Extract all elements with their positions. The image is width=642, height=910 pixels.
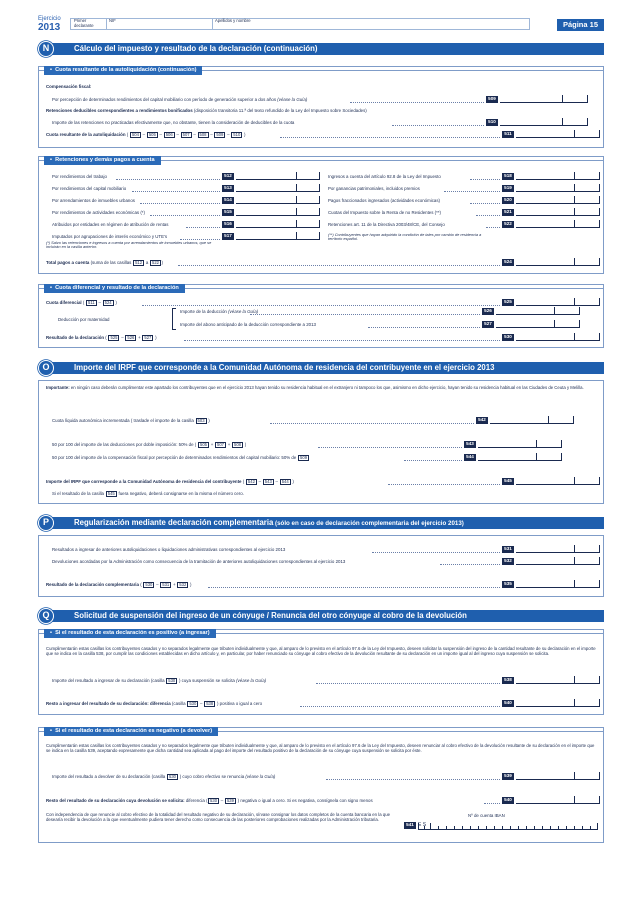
retenciones-bonificados-label: Retenciones deducibles correspondientes a rendimientos bonificados (disposición transitoria 11.ª del texto refundido de la Ley del Impuesto sobre Sociedades) xyxy=(46,108,367,113)
box-513: 513 xyxy=(222,185,234,192)
box-509: 509 xyxy=(486,96,498,103)
field-532[interactable] xyxy=(516,558,600,565)
box-522: 522 xyxy=(502,221,514,228)
cuota-resultante-total: Cuota resultante de la autoliquidación ( 504 – 505 – 506 – 507 – 508 – 509 – 510 ) xyxy=(46,132,246,137)
l543-line: 50 por 100 del importe de las deducciones por doble imposición: 50% de ( 505 + 507 + 508 ) xyxy=(52,442,247,447)
field-530[interactable] xyxy=(516,334,600,341)
q-positivo-para: Cumplimentarán estas casillas los contribuyentes casados y no separados legalmente que tributen individualmente y que, al amparo de lo previsto en el artículo 97.6 de la Ley del Impuesto, deseen solicitar la suspensión del ingreso de la cantidad resultante de su declaración en el importe que se indica en la casilla 538, por cumplir las condiciones establecidas en dicho artículo y, en particular, por haber renunciado su cónyuge al cobro efectivo de la devolución resultante de su declaración en un importe igual al del ingreso cuya suspensión se solicita. xyxy=(46,646,596,657)
importe-devolver-line: Importe del resultado a devolver de su declaración (casilla 530 ) cuyo cobro efectivo se renuncia (véase la Guía) xyxy=(52,774,276,779)
box-526: 526 xyxy=(482,308,494,315)
devoluciones-label: Devoluciones acordadas por la Administración como consecuencia de la tramitación de anteriores autoliquidaciones correspondientes al ejercicio 2013 xyxy=(52,559,346,564)
importe-irpf-line: Importe del IRPF que corresponde a la Comunidad Autónoma de residencia del contribuyente ( 542 – 543 – 544 ) xyxy=(46,479,294,484)
field-524[interactable] xyxy=(516,259,600,266)
section-n-letter: N xyxy=(38,41,54,57)
box-532: 532 xyxy=(502,558,514,565)
note-right: (**) Contribuyentes que hayan adquirido la condición de tales por cambio de residencia a territorio español. xyxy=(328,232,482,242)
box-517: 517 xyxy=(222,233,234,240)
field-513[interactable] xyxy=(236,185,320,192)
ret-arrendamientos-label: Por arrendamientos de inmuebles urbanos xyxy=(52,198,135,203)
box-545: 545 xyxy=(502,478,514,485)
ret-trabajo-label: Por rendimientos del trabajo xyxy=(52,174,107,179)
box-516: 516 xyxy=(222,221,234,228)
box-541: 541 xyxy=(404,822,416,829)
field-520[interactable] xyxy=(516,197,600,204)
field-544[interactable] xyxy=(478,454,562,461)
resto-devolucion-line: Resto del resultado de su declaración cuya devolución se solicita: diferencia ( 530 – 539 ) negativa o igual a cero. Si es negativa, consígnela con signo menos xyxy=(46,798,373,803)
cuota-resultante-title: • Cuota resultante de la autoliquidación (continuación) xyxy=(44,66,202,75)
resto-ingresar-line: Resto a ingresar del resultado de su declaración: diferencia (casilla 530 – 538 ) positiva o igual a cero xyxy=(46,701,263,706)
box-538: 538 xyxy=(502,677,514,684)
ret-imputados-label: Imputados por agrupaciones de interés económico y UTE's xyxy=(52,234,168,239)
iban-prefix: E S xyxy=(418,822,427,828)
iban-label: Nº de cuenta IBAN xyxy=(468,813,505,818)
compensacion-line: Por percepción de determinados rendimientos del capital mobiliario con período de generación superior a dos años (véase la Guía) xyxy=(52,97,308,102)
box-531: 531 xyxy=(502,546,514,553)
note-left: (*) Salvo las retenciones e ingresos a cuenta por arrendamientos de inmuebles urbanos, que se incluirán en la casilla anterior. xyxy=(46,240,212,250)
box-543: 543 xyxy=(464,441,476,448)
field-531[interactable] xyxy=(516,546,600,553)
resultados-ingresar-label: Resultados a ingresar de anteriores autoliquidaciones o liquidaciones administrativas correspondientes al ejercicio 2013 xyxy=(52,547,286,552)
box-527: 527 xyxy=(482,321,494,328)
cuota-liquida-line: Cuota líquida autonómica incrementada ( traslade el importe de la casilla 503 ) xyxy=(52,418,210,423)
q-positivo-title: • Si el resultado de esta declaración es positivo (a ingresar) xyxy=(44,629,216,638)
retenciones-sub-label: Importe de las retenciones no practicadas efectivamente que, no obstante, tienen la consideración de deducibles de la cuota xyxy=(52,120,295,125)
ejercicio-label: Ejercicio xyxy=(38,16,61,22)
field-535[interactable] xyxy=(516,581,600,588)
box-511: 511 xyxy=(502,131,514,138)
section-o-letter: O xyxy=(38,360,54,376)
field-540-negativo[interactable] xyxy=(516,797,600,804)
ret-atribuidos-label: Atribuidos por entidades en régimen de atribución de rentas xyxy=(52,222,169,227)
box-514: 514 xyxy=(222,197,234,204)
field-521[interactable] xyxy=(516,209,600,216)
ret-capital-label: Por rendimientos del capital mobiliario xyxy=(52,186,127,191)
field-519[interactable] xyxy=(516,185,600,192)
compensacion-fiscal-label: Compensación fiscal: xyxy=(46,84,92,89)
section-q-title: Solicitud de suspensión del ingreso de un cónyuge / Renuncia del otro cónyuge al cobro de la devolución xyxy=(46,610,604,622)
ret-pagos-fraccionados-label: Pagos fraccionados ingresados (actividades económicas) xyxy=(328,198,441,203)
box-542: 542 xyxy=(476,417,488,424)
l544-line: 50 por 100 del importe de la compensación fiscal por percepción de determinados rendimientos del capital mobiliario: 50% de 509 xyxy=(52,455,308,460)
primer-declarante-label: Primer declarante xyxy=(74,18,94,28)
field-518[interactable] xyxy=(516,173,600,180)
field-509[interactable] xyxy=(500,96,588,103)
ret-actividades-label: Por rendimientos de actividades económicas (*) xyxy=(52,210,145,215)
field-512[interactable] xyxy=(236,173,320,180)
si-negativo-note: Si el resultado de la casilla 545 fuera negativo, deberá consignarse en la misma el número cero. xyxy=(52,491,244,496)
total-pagos-cuenta: Total pagos a cuenta (suma de las casillas 512 a 522 ) xyxy=(46,260,163,265)
field-516[interactable] xyxy=(236,221,320,228)
deduccion-maternidad-label: Deducción por maternidad xyxy=(58,317,110,322)
box-530: 530 xyxy=(502,334,514,341)
box-512: 512 xyxy=(222,173,234,180)
box-524: 524 xyxy=(502,259,514,266)
box-540-positivo: 540 xyxy=(502,700,514,707)
q-negativo-title: • Si el resultado de esta declaración es negativo (a devolver) xyxy=(44,727,218,736)
field-542[interactable] xyxy=(490,417,574,424)
box-544: 544 xyxy=(464,454,476,461)
field-522[interactable] xyxy=(516,221,600,228)
nif-field[interactable]: NIF xyxy=(106,18,206,30)
section-p-title: Regularización mediante declaración complementaria (sólo en caso de declaración complementaria del ejercicio 2013) xyxy=(46,517,604,529)
field-517[interactable] xyxy=(236,233,320,240)
box-539: 539 xyxy=(502,773,514,780)
retenciones-title: • Retenciones y demás pagos a cuenta xyxy=(44,156,161,165)
box-519: 519 xyxy=(502,185,514,192)
field-543[interactable] xyxy=(478,441,562,448)
field-545[interactable] xyxy=(516,478,600,485)
field-510[interactable] xyxy=(500,119,588,126)
box-515: 515 xyxy=(222,209,234,216)
section-q-letter: Q xyxy=(38,608,54,624)
iban-field[interactable] xyxy=(418,824,598,830)
box-510: 510 xyxy=(486,119,498,126)
independencia-note: Con independencia de que renuncie al cobro efectivo de la totalidad del resultado negativo de su declaración, sírvase consignar los datos completos de la cuenta bancaria en la que desearía recibir la devolución a la que eventualmente pudiera tener derecho como consecuencia de las posteriores comprobaciones realizadas por la Administración tributaria. xyxy=(46,812,390,823)
ret-no-residentes-label: Cuotas del Impuesto sobre la Renta de no Residentes (**) xyxy=(328,210,442,215)
ret-ingresos-cuenta-label: Ingresos a cuenta del artículo 92.8 de la Ley del Impuesto xyxy=(328,174,441,179)
importe-suspension-line: Importe del resultado a ingresar de su declaración (casilla 530 ) cuya suspensión se solicita (véase la Guía) xyxy=(52,678,267,683)
field-539[interactable] xyxy=(516,773,600,780)
resultado-declaracion: Resultado de la declaración ( 525 – 526 + 527 ) xyxy=(46,335,157,340)
resultado-complementaria: Resultado de la declaración complementaria ( 530 – 531 + 532 ) xyxy=(46,582,192,587)
box-521: 521 xyxy=(502,209,514,216)
section-n-title: Cálculo del impuesto y resultado de la declaración (continuación) xyxy=(46,43,604,55)
field-514[interactable] xyxy=(236,197,320,204)
apellidos-nombre-field[interactable]: Apellidos y nombre xyxy=(212,18,512,30)
importe-abono-label: Importe del abono anticipado de la deducción correspondiente a 2013 xyxy=(180,322,316,327)
field-526[interactable] xyxy=(496,308,580,315)
importe-deduccion-label: Importe de la deducción (véase la Guía) xyxy=(180,309,259,314)
q-negativo-para: Cumplimentarán estas casillas los contribuyentes casados y no separados legalmente que tributen individualmente y que, al amparo de lo previsto en el artículo 97.6 de la Ley del Impuesto, deseen renunciar al cobro efectivo de la devolución resultante de su declaración en el importe que se indica en la casilla 539, aceptando expresamente que dicha cantidad sea aplicada al pago del importe del resultado positivo de la declaración de su cónyuge cuya suspensión se solicita por éste. xyxy=(46,743,595,754)
ret-ganancias-label: Por ganancias patrimoniales, incluidos premios xyxy=(328,186,420,191)
box-520: 520 xyxy=(502,197,514,204)
section-o-title: Importe del IRPF que corresponde a la Comunidad Autónoma de residencia del contribuyente en el ejercicio 2013 xyxy=(46,362,604,374)
importante-note: Importante: en ningún caso deberán cumplimentar este apartado los contribuyentes que en el ejercicio 2013 hayan tenido su residencia habitual en el extranjero ni tampoco los que, asimismo en dicho ejercicio, hayan tenido su residencia habitual en las Ciudades de Ceuta y Melilla. xyxy=(46,385,584,390)
section-p-letter: P xyxy=(38,515,54,531)
field-525[interactable] xyxy=(516,299,600,306)
field-538[interactable] xyxy=(516,677,600,684)
ejercicio-year: 2013 xyxy=(38,22,61,33)
field-515[interactable] xyxy=(236,209,320,216)
field-511[interactable] xyxy=(516,131,600,138)
cuota-diferencial-line: Cuota diferencial ( 511 – 524 ) xyxy=(46,300,117,305)
field-527[interactable] xyxy=(496,321,580,328)
page-number: Página 15 xyxy=(557,19,604,31)
field-540-positivo[interactable] xyxy=(516,700,600,707)
box-518: 518 xyxy=(502,173,514,180)
box-540-negativo: 540 xyxy=(502,797,514,804)
ret-directiva-label: Retenciones art. 11 de la Directiva 2003/48/CE, del Consejo xyxy=(328,222,445,227)
cuota-diferencial-title: • Cuota diferencial y resultado de la declaración xyxy=(44,284,185,293)
box-535: 535 xyxy=(502,581,514,588)
box-525: 525 xyxy=(502,299,514,306)
